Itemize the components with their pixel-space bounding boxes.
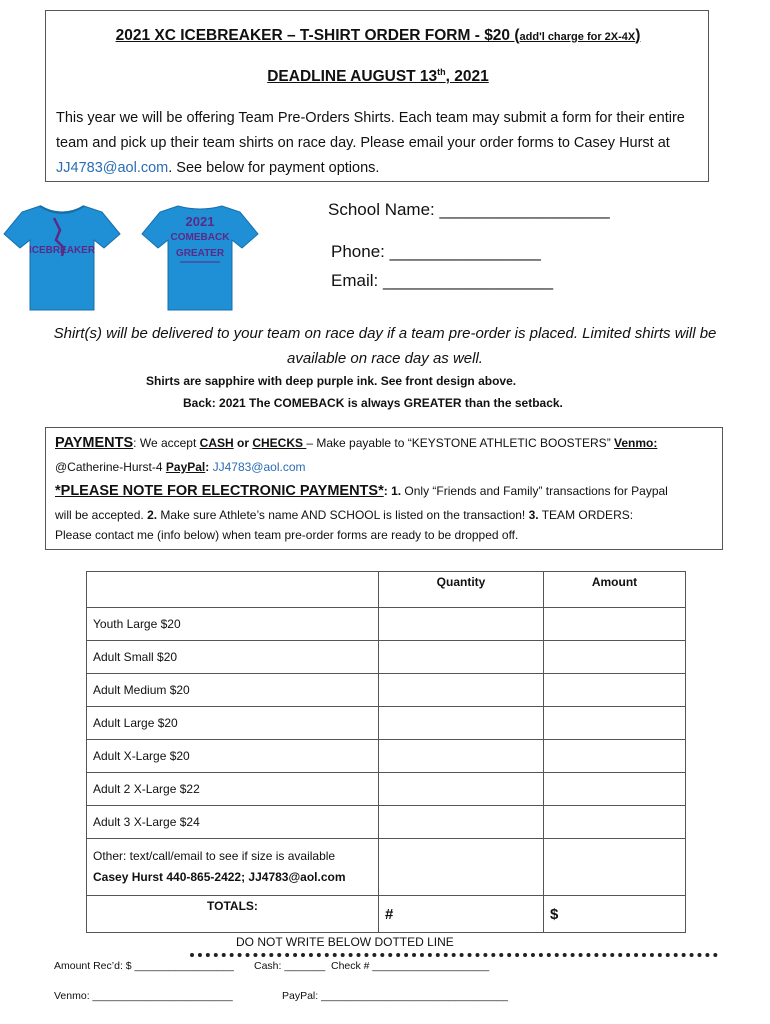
- amount-cell[interactable]: [544, 806, 686, 839]
- amount-cell[interactable]: [544, 674, 686, 707]
- amount-received-field[interactable]: Amount Rec’d: $ _________________: [54, 960, 234, 972]
- other-line-1: Other: text/call/email to see if size is available: [93, 849, 336, 863]
- payments-line-3: *PLEASE NOTE FOR ELECTRONIC PAYMENTS*: 1. Only “Friends and Family” transactions for Paypal: [55, 483, 668, 499]
- table-row: [87, 707, 686, 740]
- size-label: Adult X-Large $20: [87, 740, 379, 773]
- shirt-front-text: ICEBREAKER: [28, 245, 96, 256]
- amount-cell[interactable]: [544, 608, 686, 641]
- quantity-cell[interactable]: [379, 773, 544, 806]
- payments-line-1: PAYMENTS: We accept CASH or CHECKS – Make payable to “KEYSTONE ATHLETIC BOOSTERS” Venmo:: [55, 435, 658, 451]
- shirt-back-line2: GREATER: [175, 248, 225, 259]
- quantity-cell[interactable]: [379, 674, 544, 707]
- size-label: Adult Medium $20: [87, 674, 379, 707]
- school-name-field[interactable]: School Name: __________________: [328, 200, 610, 219]
- table-row: [87, 773, 686, 806]
- totals-label: TOTALS:: [87, 896, 379, 933]
- quantity-cell[interactable]: [379, 806, 544, 839]
- size-label: Adult 3 X-Large $24: [87, 806, 379, 839]
- payments-line-2: @Catherine-Hurst-4 PayPal: JJ4783@aol.com: [55, 460, 306, 474]
- amount-cell[interactable]: [544, 773, 686, 806]
- table-header-row: [87, 572, 686, 608]
- page-title: 2021 XC ICEBREAKER – T-SHIRT ORDER FORM - $20 (add'l charge for 2X-4X): [115, 27, 641, 44]
- phone-field[interactable]: Phone: ________________: [331, 242, 541, 261]
- quantity-cell[interactable]: [379, 707, 544, 740]
- size-label: Adult Small $20: [87, 641, 379, 674]
- table-row: [87, 740, 686, 773]
- order-table: [86, 571, 686, 933]
- paypal-field[interactable]: PayPal: ________________________________: [282, 990, 508, 1002]
- size-label: Adult 2 X-Large $22: [87, 773, 379, 806]
- payments-box: [45, 427, 723, 550]
- amount-cell[interactable]: [544, 839, 686, 896]
- table-row: [87, 806, 686, 839]
- table-row-totals: [87, 896, 686, 933]
- shirt-back-year: 2021: [185, 214, 215, 229]
- table-row: [87, 641, 686, 674]
- totals-quantity[interactable]: #: [379, 896, 544, 933]
- amount-cell[interactable]: [544, 740, 686, 773]
- do-not-write-note: DO NOT WRITE BELOW DOTTED LINE: [236, 935, 454, 949]
- other-size-label: [87, 839, 379, 896]
- payments-heading: PAYMENTS: [55, 435, 134, 451]
- table-header-quantity: Quantity: [379, 572, 544, 608]
- table-row: [87, 608, 686, 641]
- check-number-field[interactable]: Check # ____________________: [331, 960, 490, 972]
- size-label: Youth Large $20: [87, 608, 379, 641]
- shirt-color-note: Shirts are sapphire with deep purple ink. See front design above.: [146, 374, 517, 388]
- delivery-note: Shirt(s) will be delivered to your team on race day if a team pre-order is placed. Limited shirts will be available on race day as well.: [53, 325, 717, 367]
- shirt-front-image: [2, 196, 122, 316]
- header-box: [45, 10, 709, 182]
- quantity-cell[interactable]: [379, 839, 544, 896]
- shirt-back-note: Back: 2021 The COMEBACK is always GREATER than the setback.: [183, 396, 563, 410]
- table-header-amount: Amount: [544, 572, 686, 608]
- electronic-note-heading: *PLEASE NOTE FOR ELECTRONIC PAYMENTS*: [55, 483, 384, 499]
- quantity-cell[interactable]: [379, 740, 544, 773]
- intro-paragraph: This year we will be offering Team Pre-Orders Shirts. Each team may submit a form for their entire team and pick up their team shirts on race day. Please email your order forms to Casey Hurst at JJ4783@aol.com. See below for payment options.: [56, 110, 685, 176]
- payments-line-5: Please contact me (info below) when team pre-order forms are ready to be dropped off.: [55, 528, 519, 542]
- size-label: Adult Large $20: [87, 707, 379, 740]
- table-row-other: [87, 839, 686, 896]
- amount-cell[interactable]: [544, 641, 686, 674]
- shirt-back-image: [140, 196, 260, 316]
- dotted-divider: [190, 953, 718, 957]
- order-email-link[interactable]: JJ4783@aol.com: [56, 160, 169, 176]
- payments-line-4: will be accepted. 2. Make sure Athlete’s name AND SCHOOL is listed on the transaction! 3. TEAM ORDERS:: [55, 508, 634, 522]
- totals-amount[interactable]: $: [544, 896, 686, 933]
- table-row: [87, 674, 686, 707]
- other-line-2: Casey Hurst 440-865-2422; JJ4783@aol.com: [93, 870, 346, 884]
- table-header-item: [87, 572, 379, 608]
- amount-cell[interactable]: [544, 707, 686, 740]
- quantity-cell[interactable]: [379, 641, 544, 674]
- paypal-email-link[interactable]: JJ4783@aol.com: [212, 460, 306, 474]
- cash-field[interactable]: Cash: _______: [254, 960, 326, 972]
- quantity-cell[interactable]: [379, 608, 544, 641]
- venmo-field[interactable]: Venmo: ________________________: [54, 990, 233, 1002]
- deadline: DEADLINE AUGUST 13th, 2021: [267, 67, 489, 86]
- shirt-back-line1: COMEBACK: [170, 232, 230, 243]
- email-field[interactable]: Email: __________________: [331, 271, 554, 290]
